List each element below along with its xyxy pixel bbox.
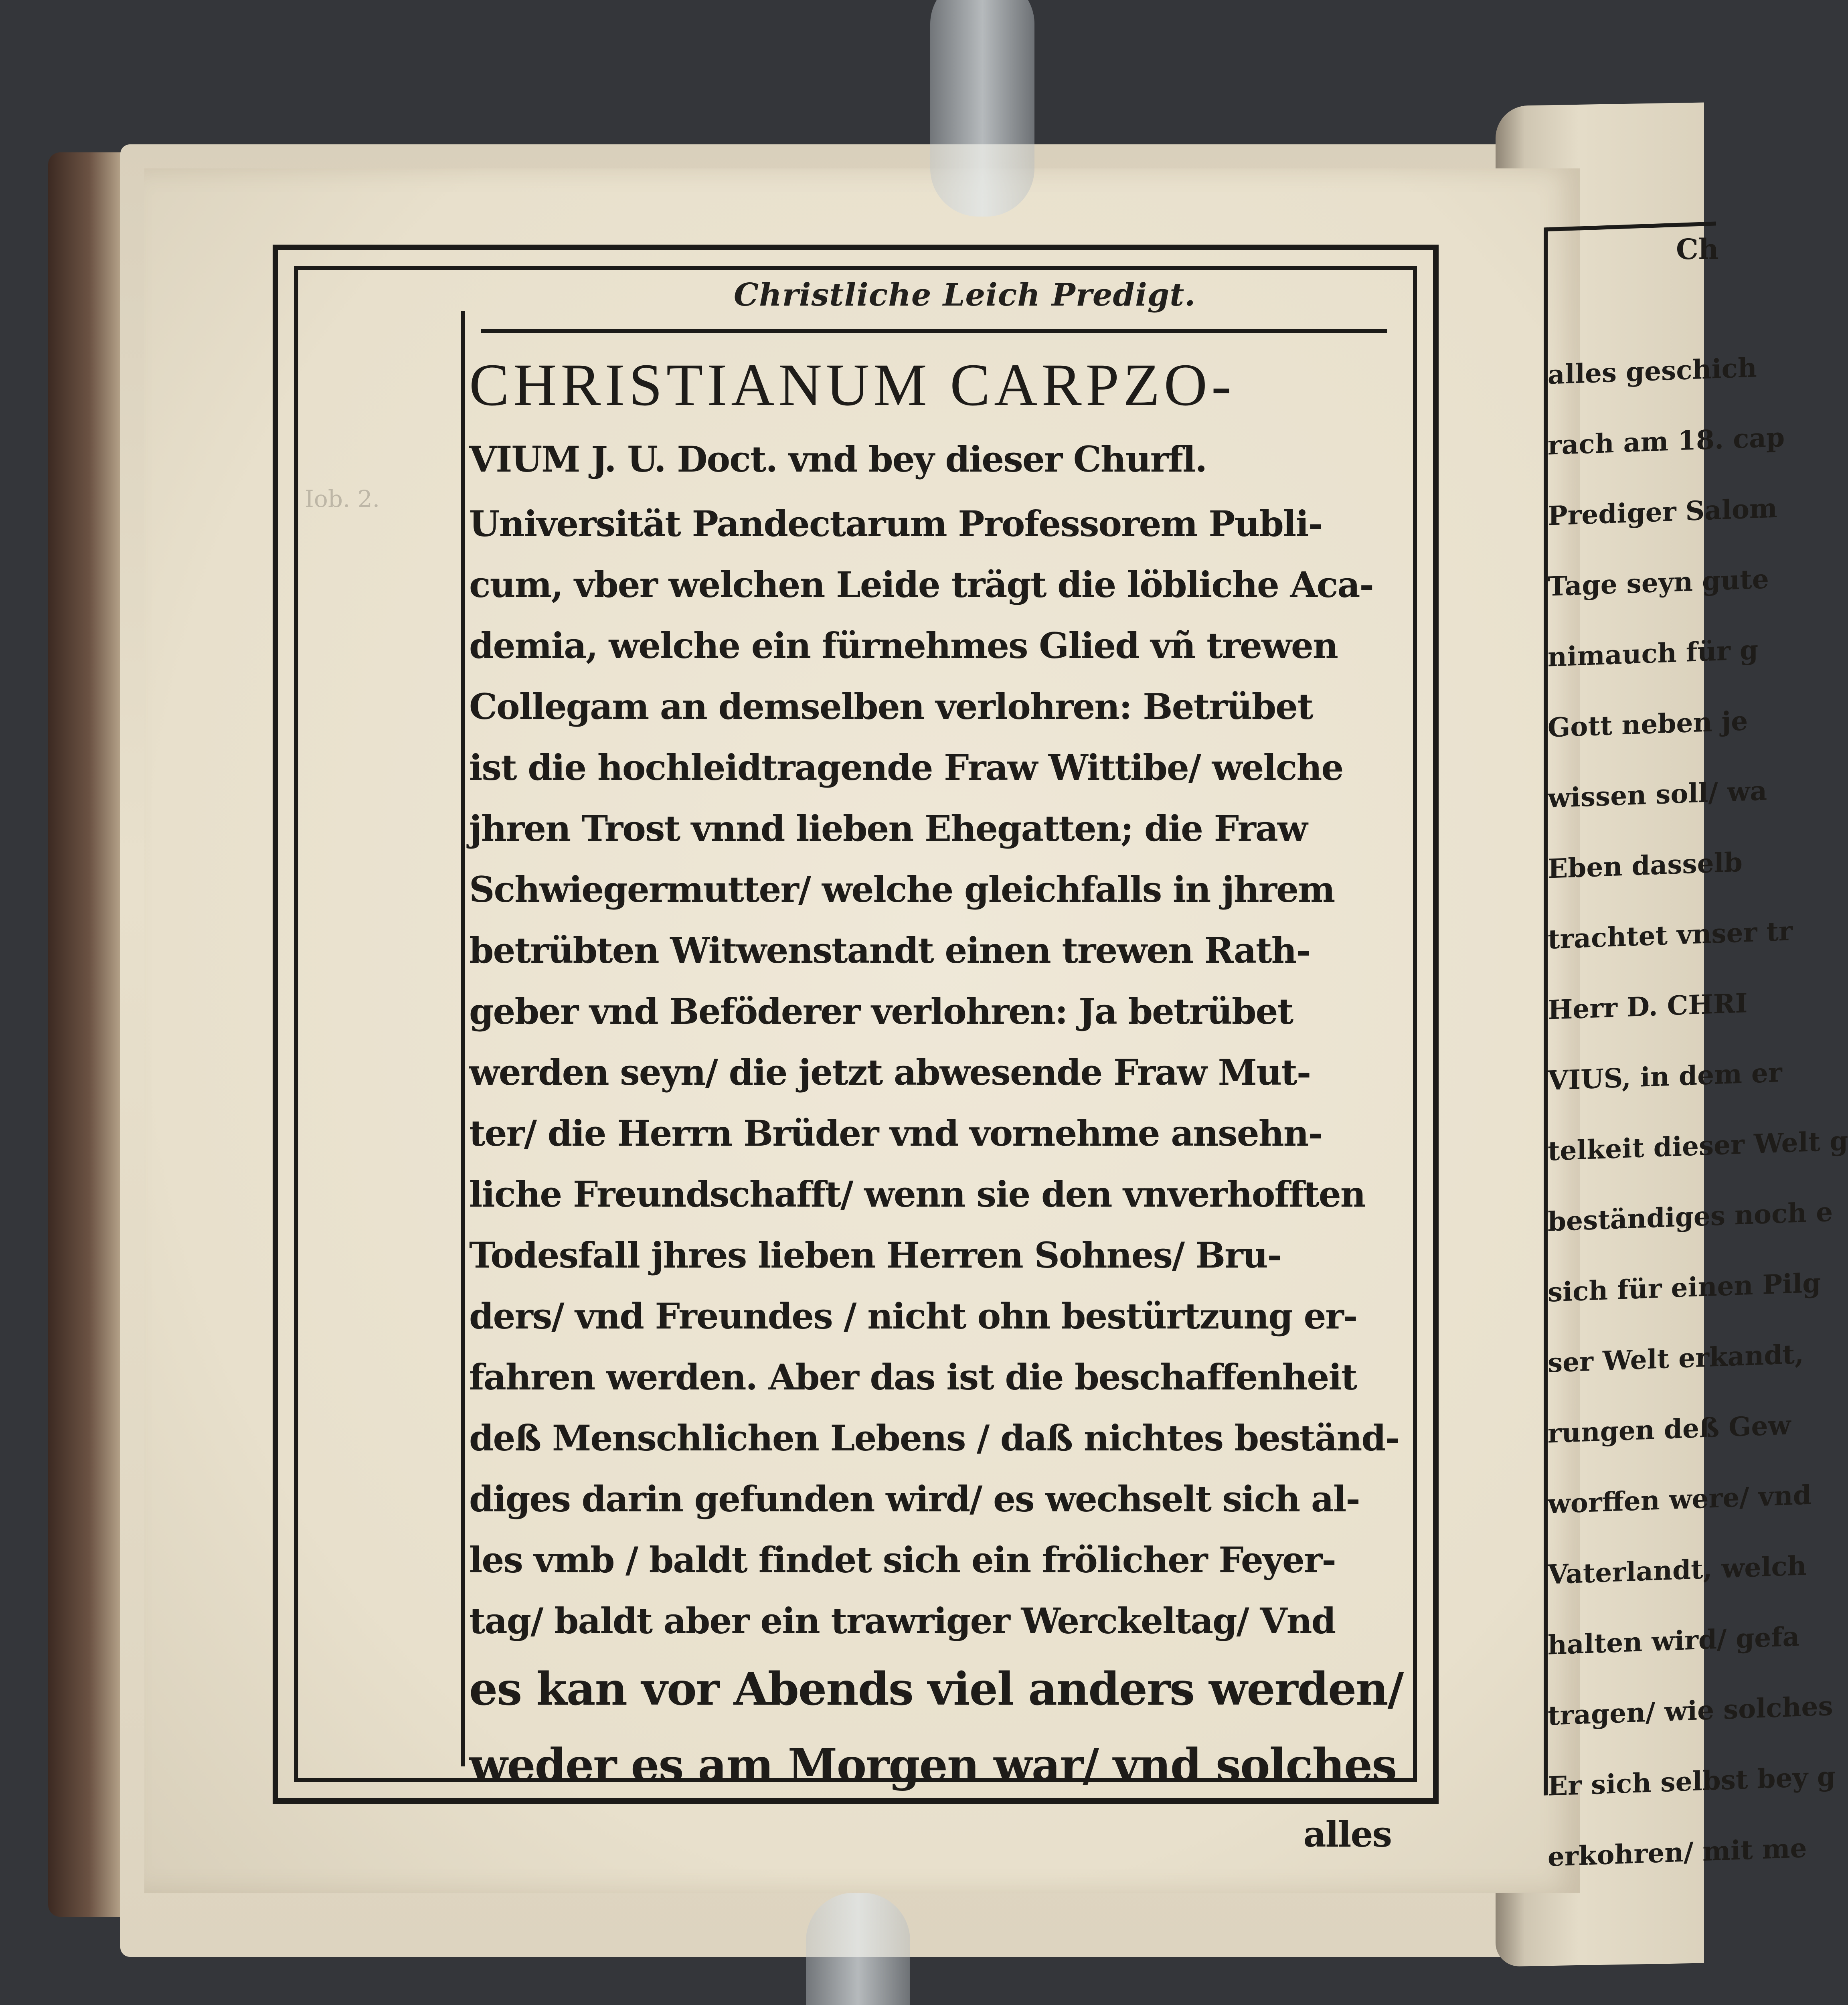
page-holder-clip-bottom xyxy=(806,1893,910,2005)
text-line: betrübten Witwenstandt einen trewen Rath- xyxy=(469,930,1310,971)
text-line: cum, vber welchen Leide trägt die löbliche Aca- xyxy=(469,564,1373,606)
text-line: es kan vor Abends viel anders werden/ xyxy=(469,1663,1403,1715)
text-line: diges darin gefunden wird/ es wechselt sich al- xyxy=(469,1478,1360,1520)
text-line: Vaterlandt, welch xyxy=(1548,1550,1807,1590)
text-line: CHRISTIANUM CARPZO- xyxy=(469,352,1235,418)
margin-note: Iob. 2. xyxy=(305,485,380,512)
right-page-text xyxy=(1548,334,1848,1892)
text-line: wissen soll/ wa xyxy=(1548,775,1767,814)
text-line: Universität Pandectarum Professorem Publi- xyxy=(469,503,1322,545)
text-line: Todesfall jhres lieben Herren Sohnes/ Bru- xyxy=(469,1234,1281,1276)
text-line: les vmb / baldt findet sich ein frölicher Feyer- xyxy=(469,1539,1336,1581)
text-line: beständiges noch e xyxy=(1548,1196,1833,1237)
text-line: telkeit dieser Welt g xyxy=(1548,1125,1848,1167)
text-line: Collegam an demselben verlohren: Betrübet xyxy=(469,686,1313,727)
margin-rule xyxy=(461,311,465,1766)
text-line: VIUS, in dem er xyxy=(1548,1057,1782,1096)
text-line: liche Freundschafft/ wenn sie den vnverhofften xyxy=(469,1173,1365,1215)
text-line: Herr D. CHRI xyxy=(1548,987,1748,1026)
text-line: Eben dasselb xyxy=(1548,846,1743,885)
left-page-text xyxy=(469,345,1403,1865)
text-line: weder es am Morgen war/ vnd solches xyxy=(469,1739,1397,1792)
header-rule xyxy=(481,329,1387,333)
text-line: ders/ vnd Freundes / nicht ohn bestürtzung er- xyxy=(469,1295,1357,1337)
text-line: tragen/ wie solches xyxy=(1548,1690,1833,1732)
text-line: deß Menschlichen Lebens / daß nichtes beständ- xyxy=(469,1417,1399,1459)
text-line: trachtet vnser tr xyxy=(1548,915,1793,955)
text-line: tag/ baldt aber ein trawriger Werckeltag/ Vnd xyxy=(469,1600,1336,1642)
text-line: worffen were/ vnd xyxy=(1548,1479,1812,1520)
text-line: halten wird/ gefa xyxy=(1548,1620,1800,1661)
text-line: Tage seyn gute xyxy=(1548,563,1769,602)
text-line: erkohren/ mit me xyxy=(1548,1832,1807,1873)
text-line: VIUM J. U. Doct. vnd bey dieser Churfl. xyxy=(469,438,1207,480)
text-line: ser Welt erkandt, xyxy=(1548,1338,1804,1379)
text-line: werden seyn/ die jetzt abwesende Fraw Mut- xyxy=(469,1051,1311,1093)
text-line: Er sich selbst bey g xyxy=(1548,1760,1836,1802)
text-line: jhren Trost vnnd lieben Ehegatten; die Fraw xyxy=(469,808,1307,849)
page-holder-clip-top xyxy=(930,0,1034,217)
catchword: alles xyxy=(1303,1813,1391,1855)
text-line: geber vnd Beföderer verlohren: Ja betrübet xyxy=(469,990,1293,1032)
running-title: Christliche Leich Predigt. xyxy=(734,277,1196,313)
text-line: rach am 18. cap xyxy=(1548,421,1785,461)
text-line: Prediger Salom xyxy=(1548,492,1777,532)
text-line: alles geschich xyxy=(1548,352,1757,391)
text-line: sich für einen Pilg xyxy=(1548,1267,1821,1308)
text-line: Gott neben je xyxy=(1548,705,1748,743)
text-line: ist die hochleidtragende Fraw Wittibe/ welche xyxy=(469,747,1343,788)
text-line: demia, welche ein fürnehmes Glied vñ trewen xyxy=(469,625,1338,666)
text-line: nimauch für g xyxy=(1548,634,1759,673)
right-page-running-title: Ch xyxy=(1676,233,1719,266)
text-line: rungen deß Gew xyxy=(1548,1409,1791,1449)
text-line: Schwiegermutter/ welche gleichfalls in jhrem xyxy=(469,869,1335,910)
text-line: ter/ die Herrn Brüder vnd vornehme ansehn- xyxy=(469,1112,1322,1154)
text-line: fahren werden. Aber das ist die beschaffenheit xyxy=(469,1356,1357,1398)
